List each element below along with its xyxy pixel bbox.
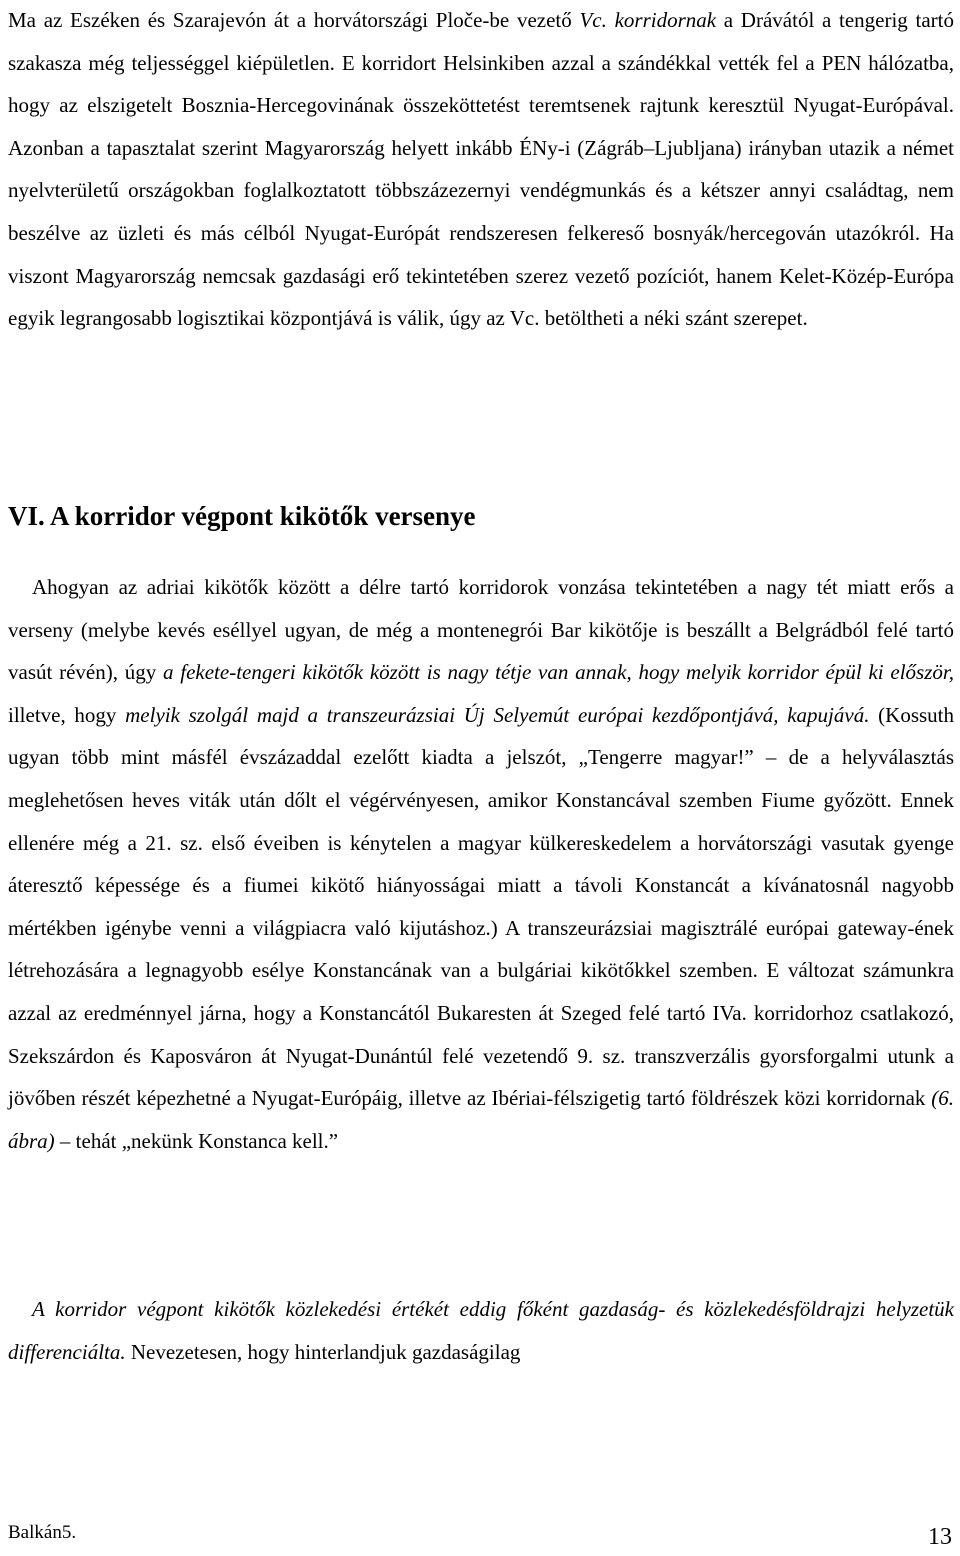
page-number: 13 (928, 1524, 952, 1550)
paragraph-text: a Drávától a tengerig tartó szakasza még teljességgel kiépületlen. E korridort Helsinkiben azzal a szándékkal vették fel a PEN hálózatba, hogy az elszigetelt Bosznia-Hercegovinának összeköttetést teremtsenek rajtunk keresztül Nyugat-Európával. Azonban a tapasztalat szerint Magyarország helyett inkább ÉNy-i (Zágráb–Ljubljana) irányban utazik a német nyelvterületű országokban foglalkoztatott többszázezernyi vendégmunkás és a kétszer annyi családtag, nem beszélve az üzleti és más célból Nyugat-Európát rendszeresen felkereső bosnyák/hercegován utazókról. Ha viszont Magyarország nemcsak gazdasági erő tekintetében szerez vezető pozíciót, hanem Kelet-Közép-Európa egyik legrangosabb logisztikai központjává is válik, úgy az Vc. betöltheti a néki szánt szerepet. (8, 8, 954, 331)
paragraph-italic-text: melyik szolgál majd a transzeurázsiai Új Selyemút európai kezdőpontjává, kapujává. (125, 702, 870, 727)
paragraph-port-competition (8, 566, 954, 1162)
paragraph-text: – tehát „nekünk Konstanca kell.” (54, 1128, 339, 1153)
paragraph-text: illetve, hogy (8, 702, 126, 727)
paragraph-text: Ma az Eszéken és Szarajevón át a horvátországi Ploče-be vezető (8, 8, 580, 32)
paragraph-italic-text: A korridor végpont kikötők közlekedési értékét eddig főként gazdaság- és közlekedésföldrajzi helyzetük differenciálta. (8, 1297, 954, 1364)
section-heading: VI. A korridor végpont kikötők versenye (8, 501, 476, 531)
paragraph-italic-text: Vc. korridornak (579, 8, 717, 32)
paragraph-text: Ahogyan az adriai kikötők között a délre tartó korridorok vonzása tekintetében a nagy tét miatt erős a verseny (melybe kevés eséllyel ugyan, de még a montenegrói Bar kikötője is beszállt a Belgrádból felé tartó vasút révén), úgy (8, 575, 954, 685)
paragraph-port-value (8, 1288, 954, 1373)
footer-publication: Balkán5. (8, 1522, 77, 1543)
paragraph-italic-text: a fekete-tengeri kikötők között is nagy tétje van annak, hogy melyik korridor épül ki először, (163, 660, 954, 685)
paragraph-text: Nevezetesen, hogy hinterlandjuk gazdaságilag (125, 1339, 521, 1364)
paragraph-corridor-vc (8, 0, 954, 340)
figure-reference: (6. ábra) (8, 1086, 954, 1153)
paragraph-text: (Kossuth ugyan több mint másfél évszázaddal ezelőtt kiadta a jelszót, „Tengerre magyar!” – de a helyválasztás meglehetősen heves viták után dőlt el végérvényesen, amikor Konstancával szemben Fiume győzött. Ennek ellenére még a 21. sz. első éveiben is kénytelen a magyar külkereskedelem a horvátországi vasutak gyenge áteresztő képessége és a fiumei kikötő hiányosságai miatt a távoli Konstancát a kívánatosnál nagyobb mértékben igénybe venni a világpiacra való kijutáshoz.) A transzeurázsiai magisztrálé európai gateway-ének létrehozására a legnagyobb esélye Konstancának van a bulgáriai kikötőkkel szemben. E változat számunkra azzal az eredménnyel járna, hogy a Konstancától Bukaresten át Szeged felé tartó IVa. korridorhoz csatlakozó, Szekszárdon és Kaposváron át Nyugat-Dunántúl felé vezetendő 9. sz. transzverzális gyorsforgalmi utunk a jövőben részét képezhetné a Nyugat-Európáig, illetve az Ibériai-félszigetig tartó földrészek közi korridornak (8, 702, 955, 1111)
